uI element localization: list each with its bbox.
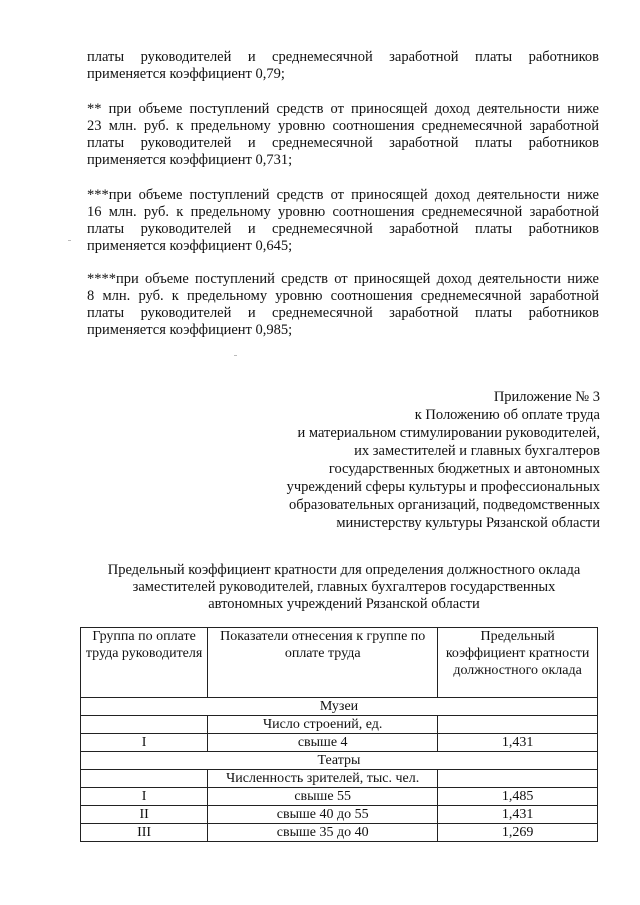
group-cell: III bbox=[81, 824, 208, 842]
indicator-row bbox=[81, 770, 598, 788]
criterion-cell: свыше 40 до 55 bbox=[208, 806, 438, 824]
text-line: платы руководителей и среднемесячной заработной платы работников bbox=[87, 49, 599, 65]
empty-cell bbox=[438, 716, 598, 734]
coefficient-note-1 bbox=[87, 49, 599, 83]
group-cell: I bbox=[81, 788, 208, 806]
section-title: Театры bbox=[81, 752, 598, 770]
criterion-cell: свыше 35 до 40 bbox=[208, 824, 438, 842]
coefficient-cell: 1,269 bbox=[438, 824, 598, 842]
text-line: ** при объеме поступлений средств от приносящей доход деятельности ниже bbox=[87, 101, 599, 117]
criterion-cell: свыше 55 bbox=[208, 788, 438, 806]
text-line: применяется коэффициент 0,985; bbox=[87, 322, 293, 338]
coefficient-table bbox=[80, 627, 598, 842]
table-title bbox=[80, 562, 608, 613]
text-line: 16 млн. руб. к предельному уровню соотношения среднемесячной заработной bbox=[87, 204, 599, 220]
empty-cell bbox=[438, 770, 598, 788]
title-line: Предельный коэффициент кратности для определения должностного оклада bbox=[107, 562, 581, 578]
text-line: платы руководителей и среднемесячной заработной платы работников bbox=[87, 221, 599, 237]
appendix-line: их заместителей и главных бухгалтеров bbox=[354, 443, 600, 459]
group-cell: II bbox=[81, 806, 208, 824]
appendix-line: к Положению об оплате труда bbox=[414, 407, 600, 423]
table-row bbox=[81, 824, 598, 842]
coefficient-cell: 1,431 bbox=[438, 806, 598, 824]
scan-speck bbox=[234, 355, 237, 356]
text-line: ****при объеме поступлений средств от приносящей доход деятельности ниже bbox=[87, 271, 599, 287]
coefficient-note-3 bbox=[87, 187, 599, 255]
appendix-line: образовательных организаций, подведомственных bbox=[289, 497, 600, 513]
text-line: ***при объеме поступлений средств от приносящей доход деятельности ниже bbox=[87, 187, 599, 203]
text-line: 8 млн. руб. к предельному уровню соотношения среднемесячной заработной bbox=[87, 288, 599, 304]
appendix-header bbox=[240, 388, 600, 532]
text-line: платы руководителей и среднемесячной заработной платы работников bbox=[87, 305, 599, 321]
scan-speck bbox=[68, 240, 71, 241]
section-title: Музеи bbox=[81, 698, 598, 716]
header-coefficient: Предельный коэффициент кратности должностного оклада bbox=[438, 628, 598, 698]
appendix-number: Приложение № 3 bbox=[493, 389, 600, 405]
empty-cell bbox=[81, 770, 208, 788]
text-line: применяется коэффициент 0,645; bbox=[87, 238, 293, 254]
appendix-line: и материальном стимулировании руководителей, bbox=[297, 425, 600, 441]
title-line: заместителей руководителей, главных бухгалтеров государственных bbox=[132, 579, 556, 595]
group-cell: I bbox=[81, 734, 208, 752]
coefficient-note-2 bbox=[87, 101, 599, 169]
text-line: применяется коэффициент 0,79; bbox=[87, 66, 285, 82]
coefficient-cell: 1,485 bbox=[438, 788, 598, 806]
criterion-cell: свыше 4 bbox=[208, 734, 438, 752]
indicator-label: Число строений, ед. bbox=[208, 716, 438, 734]
indicator-label: Численность зрителей, тыс. чел. bbox=[208, 770, 438, 788]
coefficient-cell: 1,431 bbox=[438, 734, 598, 752]
table-row bbox=[81, 806, 598, 824]
section-row-museums bbox=[81, 698, 598, 716]
title-line: автономных учреждений Рязанской области bbox=[208, 596, 480, 612]
indicator-row bbox=[81, 716, 598, 734]
table-row bbox=[81, 788, 598, 806]
empty-cell bbox=[81, 716, 208, 734]
appendix-line: министерству культуры Рязанской области bbox=[336, 515, 600, 531]
section-row-theatres bbox=[81, 752, 598, 770]
text-line: применяется коэффициент 0,731; bbox=[87, 152, 293, 168]
header-group: Группа по оплате труда руководителя bbox=[81, 628, 208, 698]
table-row bbox=[81, 734, 598, 752]
header-indicators: Показатели отнесения к группе по оплате труда bbox=[208, 628, 438, 698]
appendix-line: учреждений сферы культуры и профессиональных bbox=[286, 479, 600, 495]
text-line: платы руководителей и среднемесячной заработной платы работников bbox=[87, 135, 599, 151]
coefficient-note-4 bbox=[87, 271, 599, 339]
table-header-row bbox=[81, 628, 598, 698]
text-line: 23 млн. руб. к предельному уровню соотношения среднемесячной заработной bbox=[87, 118, 599, 134]
appendix-line: государственных бюджетных и автономных bbox=[328, 461, 600, 477]
